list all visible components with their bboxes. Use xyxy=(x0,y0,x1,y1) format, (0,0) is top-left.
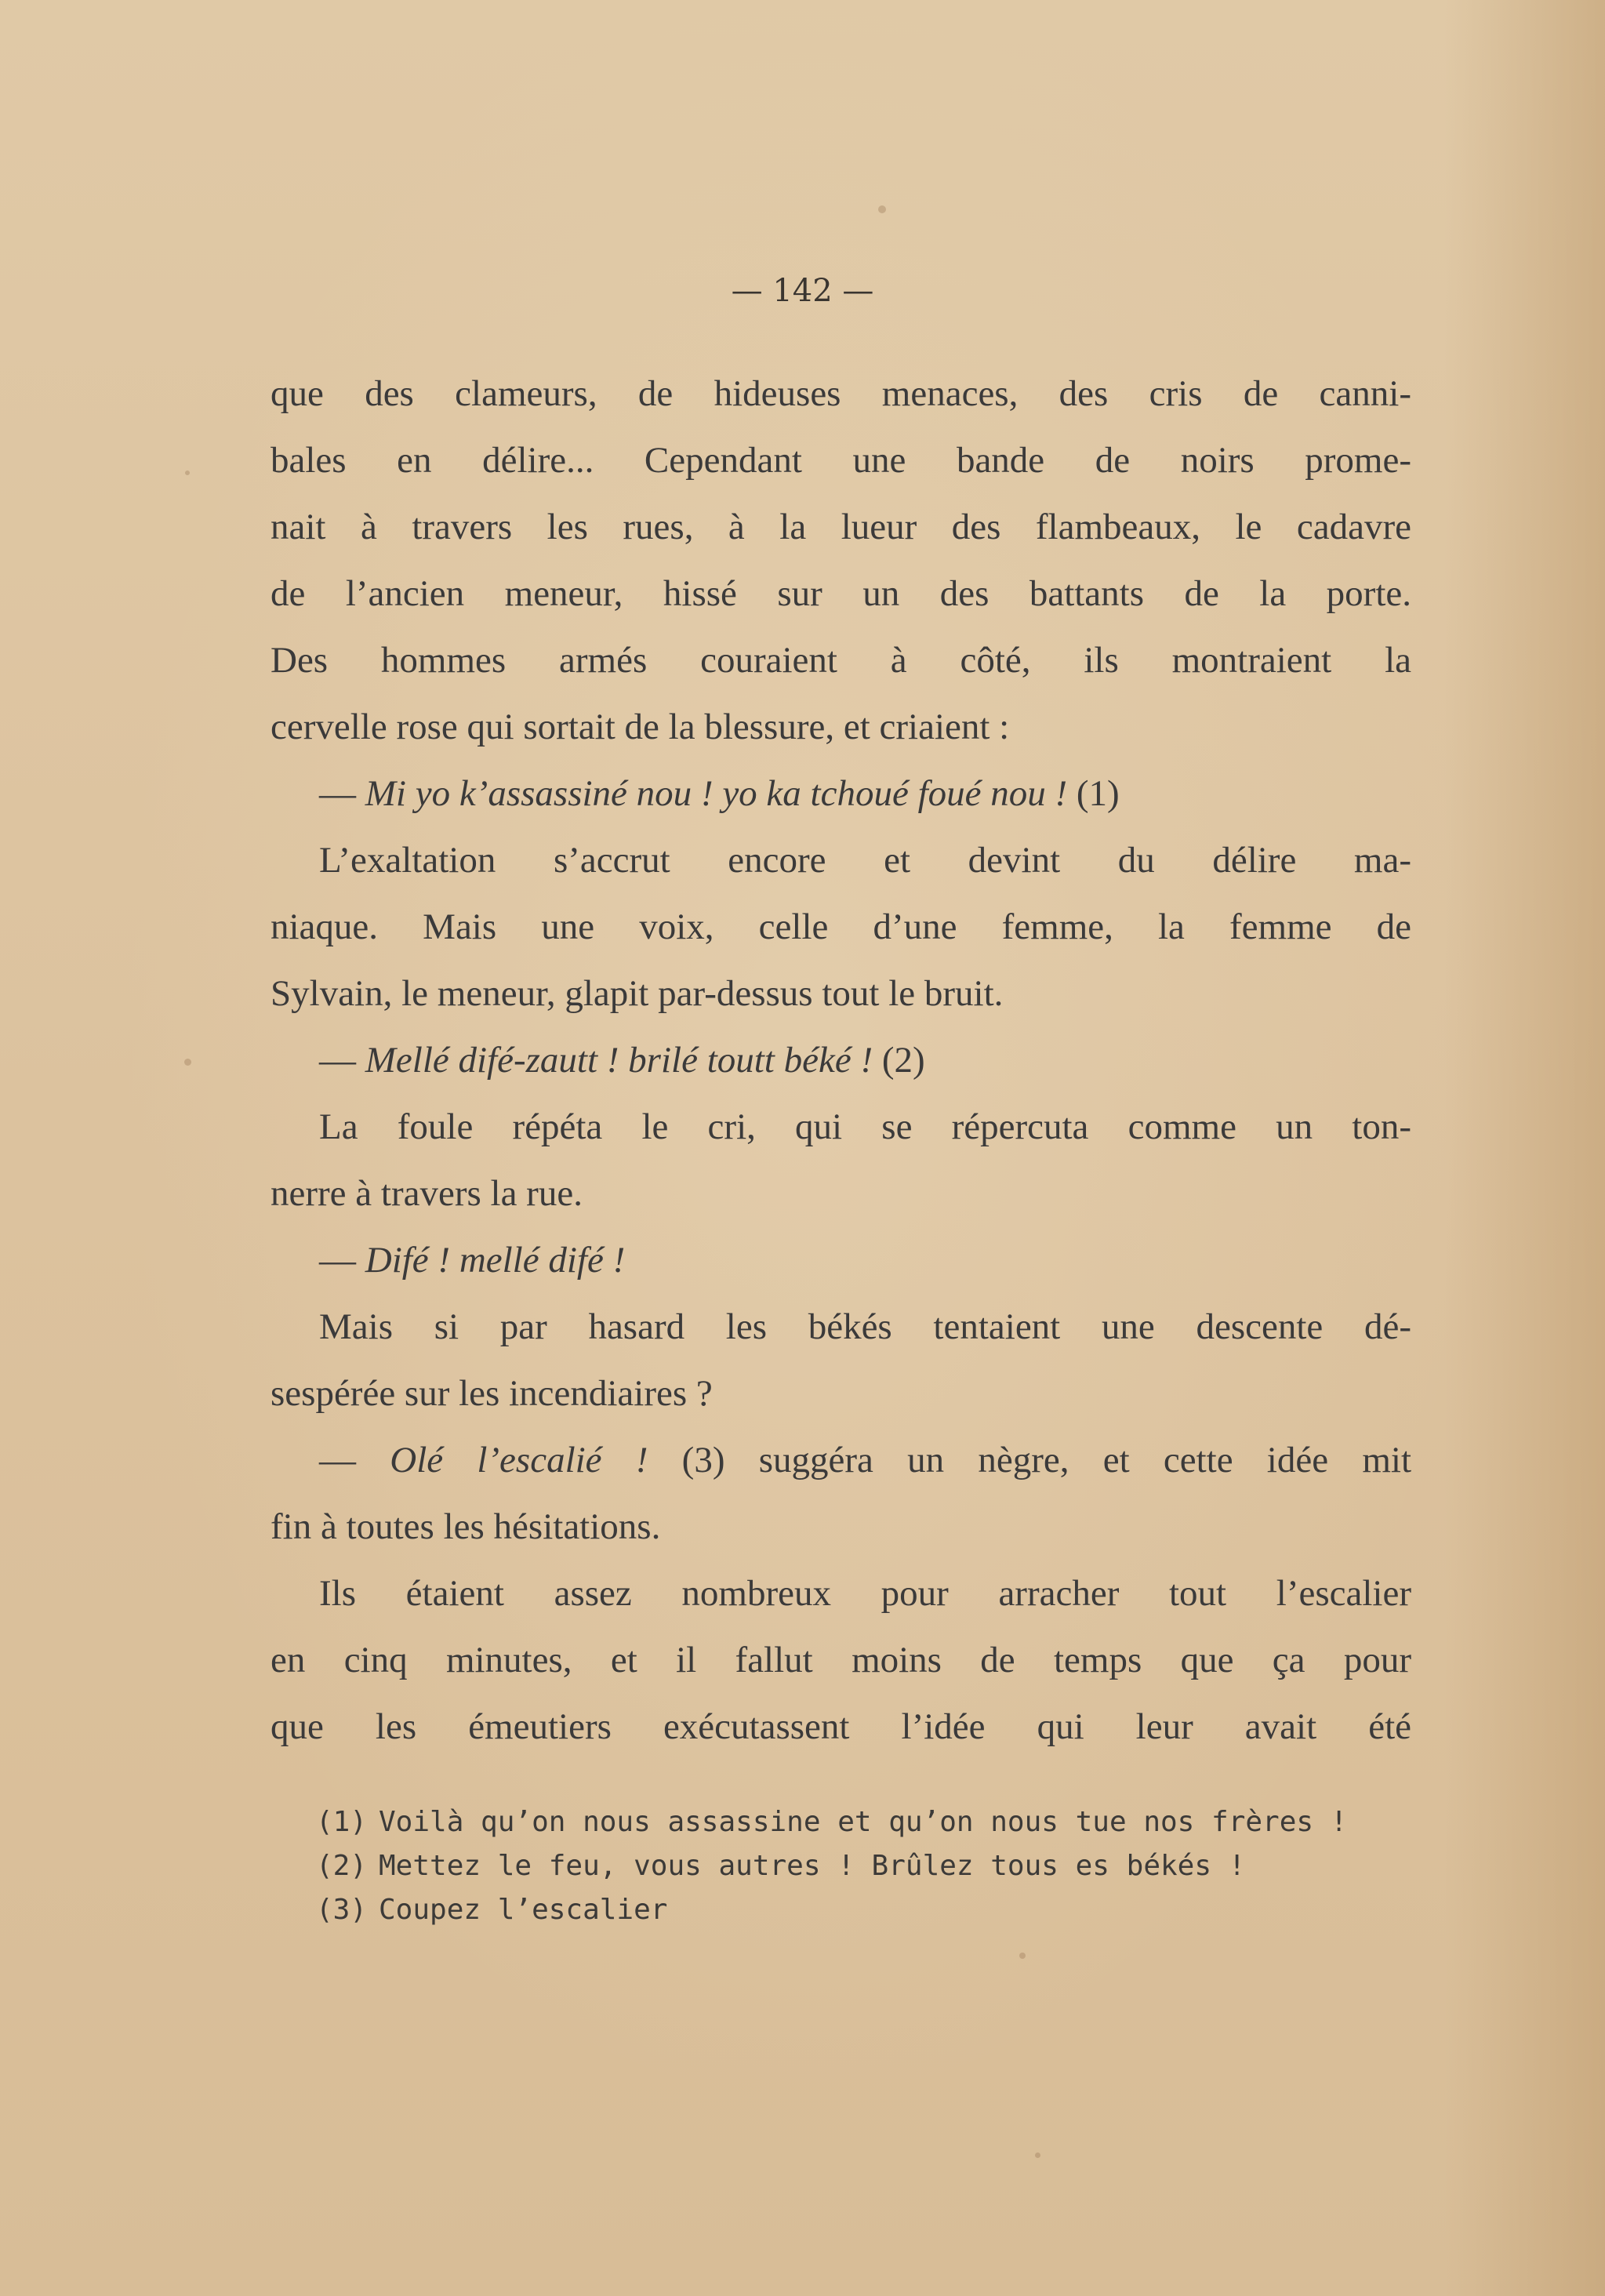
text-line: Des hommes armés couraient à côté, ils montraient la xyxy=(271,640,1411,681)
text-line: que les émeutiers exécutassent l’idée qui leur avait été xyxy=(271,1706,1411,1747)
text-line: La foule répéta le cri, qui se répercuta comme un ton- xyxy=(319,1106,1411,1147)
text-line xyxy=(271,1427,1411,1494)
footnotes xyxy=(316,1800,1347,1932)
text-line: Sylvain, le meneur, glapit par-dessus tout le bruit. xyxy=(271,973,1004,1014)
creole-quote: Mellé difé-zautt ! brilé toutt béké ! xyxy=(365,1040,873,1081)
creole-quote: Difé ! mellé difé ! xyxy=(365,1240,626,1281)
page-number: — 142 — xyxy=(731,273,874,309)
footnote-text: Coupez l’escalier xyxy=(379,1894,668,1926)
text-line: Ils étaient assez nombreux pour arracher tout l’escalier xyxy=(319,1573,1411,1614)
footnote-number: (2) xyxy=(316,1850,368,1882)
creole-quote: Mi yo k’assassiné nou ! yo ka tchoué foué nou ! xyxy=(365,773,1068,814)
dialogue-dash: — xyxy=(319,773,365,814)
footnote-number: (3) xyxy=(316,1894,368,1926)
text-line: L’exaltation s’accrut encore et devint du délire ma- xyxy=(319,840,1411,881)
line-continuation: (2) xyxy=(873,1040,925,1081)
body-text xyxy=(271,361,1411,1760)
paper-speck xyxy=(1019,1953,1026,1959)
text-line: sespérée sur les incendiaires ? xyxy=(271,1373,713,1414)
text-line: Mais si par hasard les békés tentaient une descente dé- xyxy=(319,1306,1411,1347)
footnote-text: Voilà qu’on nous assassine et qu’on nous tue nos frères ! xyxy=(379,1806,1348,1838)
text-line xyxy=(271,761,1411,827)
paper-speck xyxy=(185,470,190,475)
footnote xyxy=(316,1844,1347,1888)
footnote-text: Mettez le feu, vous autres ! Brûlez tous es békés ! xyxy=(379,1850,1246,1882)
dialogue-dash: — xyxy=(319,1240,365,1281)
creole-quote: Olé l’escalié ! xyxy=(390,1440,648,1480)
text-line: bales en délire... Cependant une bande de noirs prome- xyxy=(271,440,1411,481)
footnote xyxy=(316,1800,1347,1844)
line-continuation: (1) xyxy=(1067,773,1120,814)
text-line: nerre à travers la rue. xyxy=(271,1173,583,1214)
dialogue-dash: — xyxy=(319,1440,390,1480)
text-line: fin à toutes les hésitations. xyxy=(271,1506,661,1547)
footnote-number: (1) xyxy=(316,1806,368,1838)
footnote xyxy=(316,1888,1347,1932)
text-line xyxy=(271,1227,1411,1294)
paper-speck xyxy=(878,205,886,213)
paper-speck xyxy=(184,1059,191,1066)
text-line: que des clameurs, de hideuses menaces, des cris de canni- xyxy=(271,373,1411,414)
text-line: en cinq minutes, et il fallut moins de temps que ça pour xyxy=(271,1640,1411,1680)
text-line: de l’ancien meneur, hissé sur un des battants de la porte. xyxy=(271,573,1411,614)
text-line: niaque. Mais une voix, celle d’une femme, la femme de xyxy=(271,906,1411,947)
line-continuation: (3) suggéra un nègre, et cette idée mit xyxy=(648,1440,1411,1480)
text-line: cervelle rose qui sortait de la blessure, et criaient : xyxy=(271,707,1010,747)
paper-speck xyxy=(1035,2152,1040,2158)
text-line: nait à travers les rues, à la lueur des flambeaux, le cadavre xyxy=(271,507,1411,547)
dialogue-dash: — xyxy=(319,1040,365,1081)
text-line xyxy=(271,1027,1411,1094)
